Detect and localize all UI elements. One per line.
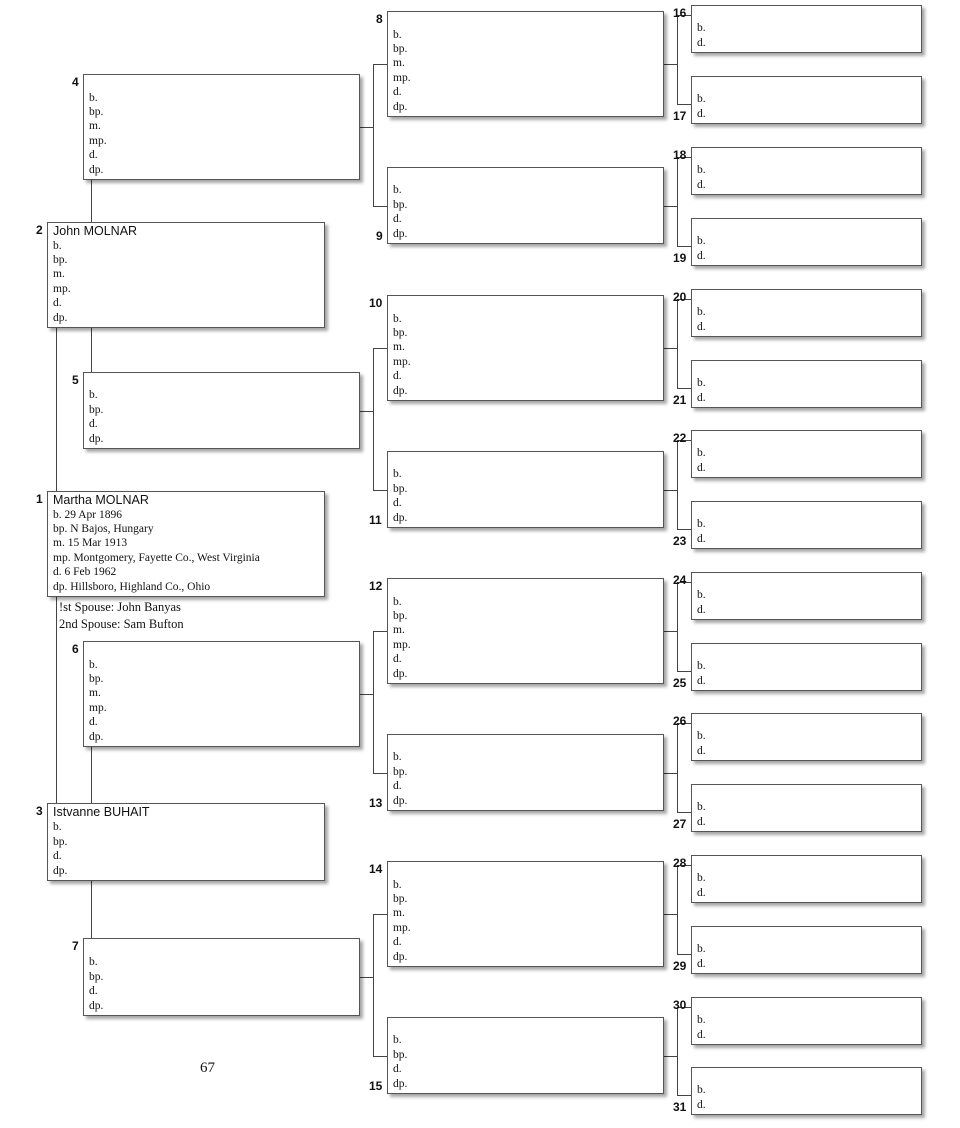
person-box-15 [387,1017,664,1094]
person-box-14 [387,861,664,967]
fact-line: bp. [393,765,408,778]
person-number: 29 [673,959,687,973]
connector-line [664,631,677,632]
person-number: 18 [673,148,687,162]
fact-line: dp. [393,1077,408,1090]
fact-line: m. [53,268,65,281]
person-number: 22 [673,431,687,445]
person-facts [393,183,407,241]
fact-line: bp. [53,835,68,848]
person-number: 11 [369,513,382,527]
person-number: 10 [369,296,383,310]
person-box-31 [691,1067,922,1115]
person-number: 20 [673,290,687,304]
connector-line [360,694,373,695]
fact-line: m. [393,907,405,920]
fact-line: d. [697,36,706,49]
person-box-7 [83,938,360,1016]
fact-line: d. [89,716,98,729]
fact-line: b. [89,658,98,671]
fact-line: d. [393,936,402,949]
fact-line: b. [697,518,706,531]
fact-line: mp. [53,282,71,295]
fact-line: b. [393,751,402,764]
person-box-1 [47,491,325,597]
fact-line: b. [89,91,98,104]
fact-line: dp. [89,163,104,176]
person-facts [697,1013,706,1042]
person-facts [393,467,407,525]
person-facts [393,878,411,964]
fact-line: d. [697,461,706,474]
connector-line [373,64,387,65]
person-box-13 [387,734,664,811]
person-box-21 [691,360,922,408]
connector-line [373,348,374,490]
fact-line: d. [697,107,706,120]
fact-line: dp. [89,730,104,743]
person-facts [697,1083,706,1112]
fact-line: b. [697,660,706,673]
fact-line: bp. [89,105,104,118]
fact-line: d. [697,178,706,191]
person-number: 1 [36,492,43,506]
person-facts [393,28,411,114]
fact-line: d. [697,744,706,757]
connector-line [664,773,677,774]
connector-line [677,157,678,246]
person-number: 13 [369,796,383,810]
person-number: 28 [673,856,687,870]
fact-line: mp. [89,134,107,147]
fact-line: d. [53,297,62,310]
fact-line: d. [393,86,402,99]
fact-line: b. [697,730,706,743]
fact-line: d. [697,532,706,545]
person-number: 2 [36,223,43,237]
connector-line [91,881,92,938]
connector-line [677,1007,678,1095]
person-box-28 [691,855,922,903]
fact-line: mp. Montgomery, Fayette Co., West Virginia [53,551,260,564]
person-number: 24 [673,573,687,587]
person-box-5 [83,372,360,449]
person-box-27 [691,784,922,832]
fact-line: d. [89,149,98,162]
connector-line [664,348,677,349]
connector-line [664,914,677,915]
person-facts [393,1033,407,1091]
connector-line [373,206,387,207]
fact-line: b. [393,184,402,197]
fact-line: b. [393,28,402,41]
connector-line [677,723,678,812]
fact-line: dp. [393,794,408,807]
fact-line: dp. [393,100,408,113]
connector-line [360,411,373,412]
person-box-30 [691,997,922,1045]
fact-line: b. [697,872,706,885]
fact-line: bp. [89,970,104,983]
fact-line: d. [393,213,402,226]
fact-line: bp. [89,672,104,685]
person-name: Istvanne BUHAIT [53,805,150,819]
fact-line: b. [697,1084,706,1097]
fact-line: d. [697,815,706,828]
person-box-12 [387,578,664,684]
person-facts [697,92,706,121]
fact-line: m. [393,341,405,354]
fact-line: b. [393,1034,402,1047]
fact-line: bp. [393,482,408,495]
fact-line: m. [89,687,101,700]
fact-line: b. [697,943,706,956]
person-number: 27 [673,817,687,831]
fact-line: dp. [393,227,408,240]
connector-line [373,348,387,349]
connector-line [373,914,387,915]
fact-line: mp. [89,701,107,714]
connector-line [677,440,678,529]
fact-line: b. [697,447,706,460]
fact-line: bp. [393,42,408,55]
person-box-3 [47,803,325,881]
connector-line [677,15,678,104]
fact-line: mp. [393,638,411,651]
person-facts [697,305,706,334]
fact-line: dp. [393,667,408,680]
fact-line: d. [697,957,706,970]
person-number: 3 [36,804,43,818]
person-facts [697,659,706,688]
person-box-4 [83,74,360,180]
connector-line [91,328,92,372]
fact-line: dp. [393,384,408,397]
person-facts [53,239,71,325]
person-box-9 [387,167,664,244]
person-box-11 [387,451,664,528]
fact-line: d. [393,497,402,510]
person-number: 16 [673,6,687,20]
connector-line [373,490,387,491]
person-facts [697,234,706,263]
connector-line [664,64,677,65]
fact-line: bp. [53,253,68,266]
fact-line: d. [697,391,706,404]
person-number: 9 [376,229,383,243]
connector-line [373,773,387,774]
fact-line: d. [393,1063,402,1076]
person-box-26 [691,713,922,761]
person-facts [697,800,706,829]
person-number: 6 [72,642,79,656]
connector-line [91,747,92,803]
fact-line: b. [697,22,706,35]
connector-line [677,388,691,389]
fact-line: dp. [53,864,68,877]
fact-line: mp. [393,71,411,84]
fact-line: dp. [393,511,408,524]
person-box-10 [387,295,664,401]
fact-line: b. [53,239,62,252]
connector-line [91,180,92,222]
person-number: 12 [369,579,383,593]
fact-line: d. [393,780,402,793]
connector-line [360,127,373,128]
person-facts [697,942,706,971]
fact-line: b. [53,821,62,834]
fact-line: dp. [89,999,104,1012]
fact-line: b. [393,468,402,481]
connector-line [677,104,691,105]
person-name: John MOLNAR [53,224,138,238]
connector-line [677,671,691,672]
second-spouse-note: 2nd Spouse: Sam Bufton [59,617,184,631]
fact-line: m. 15 Mar 1913 [53,537,128,550]
fact-line: d. [697,603,706,616]
connector-line [373,631,387,632]
fact-line: b. [697,235,706,248]
person-facts [697,376,706,405]
person-box-20 [691,289,922,337]
connector-line [677,954,691,955]
fact-line: b. 29 Apr 1896 [53,508,122,521]
person-facts [393,312,411,398]
fact-line: b. [393,595,402,608]
person-facts [53,820,67,878]
fact-line: d. [53,850,62,863]
person-box-22 [691,430,922,478]
fact-line: d. [697,1098,706,1111]
fact-line: b. [697,589,706,602]
fact-line: bp. [393,198,408,211]
fact-line: d. [697,1028,706,1041]
fact-line: d. 6 Feb 1962 [53,566,117,579]
person-box-18 [691,147,922,195]
fact-line: b. [697,377,706,390]
person-number: 8 [376,12,383,26]
person-box-23 [691,501,922,549]
fact-line: d. [697,320,706,333]
fact-line: b. [89,956,98,969]
connector-line [677,299,678,388]
fact-line: dp. Hillsboro, Highland Co., Ohio [53,580,211,593]
person-facts [697,588,706,617]
fact-line: dp. [393,950,408,963]
fact-line: b. [697,306,706,319]
person-facts [697,446,706,475]
fact-line: b. [697,164,706,177]
fact-line: b. [697,801,706,814]
person-number: 26 [673,714,687,728]
fact-line: b. [89,389,98,402]
fact-line: d. [697,249,706,262]
fact-line: d. [393,370,402,383]
page-number: 67 [200,1060,215,1076]
fact-line: b. [697,1014,706,1027]
person-box-2 [47,222,325,328]
person-box-16 [691,5,922,53]
person-box-17 [691,76,922,124]
connector-line [664,1056,677,1057]
fact-line: bp. [393,326,408,339]
person-number: 17 [673,109,687,123]
person-facts [89,388,103,446]
person-number: 4 [72,75,79,89]
person-number: 14 [369,862,383,876]
first-spouse-note: !st Spouse: John Banyas [59,600,181,614]
fact-line: b. [393,878,402,891]
connector-line [373,64,374,206]
person-facts [697,517,706,546]
fact-line: d. [393,653,402,666]
person-number: 23 [673,534,687,548]
fact-line: bp. [393,609,408,622]
fact-line: m. [89,120,101,133]
fact-line: bp. [393,1048,408,1061]
fact-line: mp. [393,921,411,934]
connector-line [373,631,374,773]
person-number: 19 [673,251,687,265]
fact-line: bp. [393,892,408,905]
connector-line [677,812,691,813]
person-facts [89,658,107,744]
fact-line: b. [393,312,402,325]
fact-line: b. [697,93,706,106]
person-box-29 [691,926,922,974]
person-box-25 [691,643,922,691]
connector-line [360,977,373,978]
person-box-19 [691,218,922,266]
person-number: 30 [673,998,687,1012]
person-facts [697,21,706,50]
connector-line [677,246,691,247]
fact-line: mp. [393,355,411,368]
connector-line [677,582,678,671]
person-box-24 [691,572,922,620]
fact-line: d. [89,418,98,431]
person-number: 15 [369,1079,383,1093]
person-facts [697,729,706,758]
person-facts [89,91,107,177]
person-number: 25 [673,676,687,690]
fact-line: m. [393,624,405,637]
fact-line: dp. [89,432,104,445]
person-number: 31 [673,1100,687,1114]
person-box-8 [387,11,664,117]
connector-line [664,206,677,207]
fact-line: d. [89,985,98,998]
person-name: Martha MOLNAR [53,493,149,507]
fact-line: d. [697,886,706,899]
connector-line [373,914,374,1056]
fact-line: bp. [89,403,104,416]
person-facts [393,750,407,808]
person-facts [697,871,706,900]
person-number: 21 [673,393,687,407]
person-facts [89,955,103,1013]
person-box-6 [83,641,360,747]
fact-line: d. [697,674,706,687]
person-facts [53,508,260,594]
fact-line: bp. N Bajos, Hungary [53,522,154,535]
connector-line [677,529,691,530]
connector-line [677,1095,691,1096]
connector-line [677,865,678,954]
person-number: 7 [72,939,79,953]
person-facts [697,163,706,192]
person-facts [393,595,411,681]
fact-line: m. [393,57,405,70]
person-number: 5 [72,373,79,387]
fact-line: dp. [53,311,68,324]
connector-line [373,1056,387,1057]
connector-line [664,490,677,491]
